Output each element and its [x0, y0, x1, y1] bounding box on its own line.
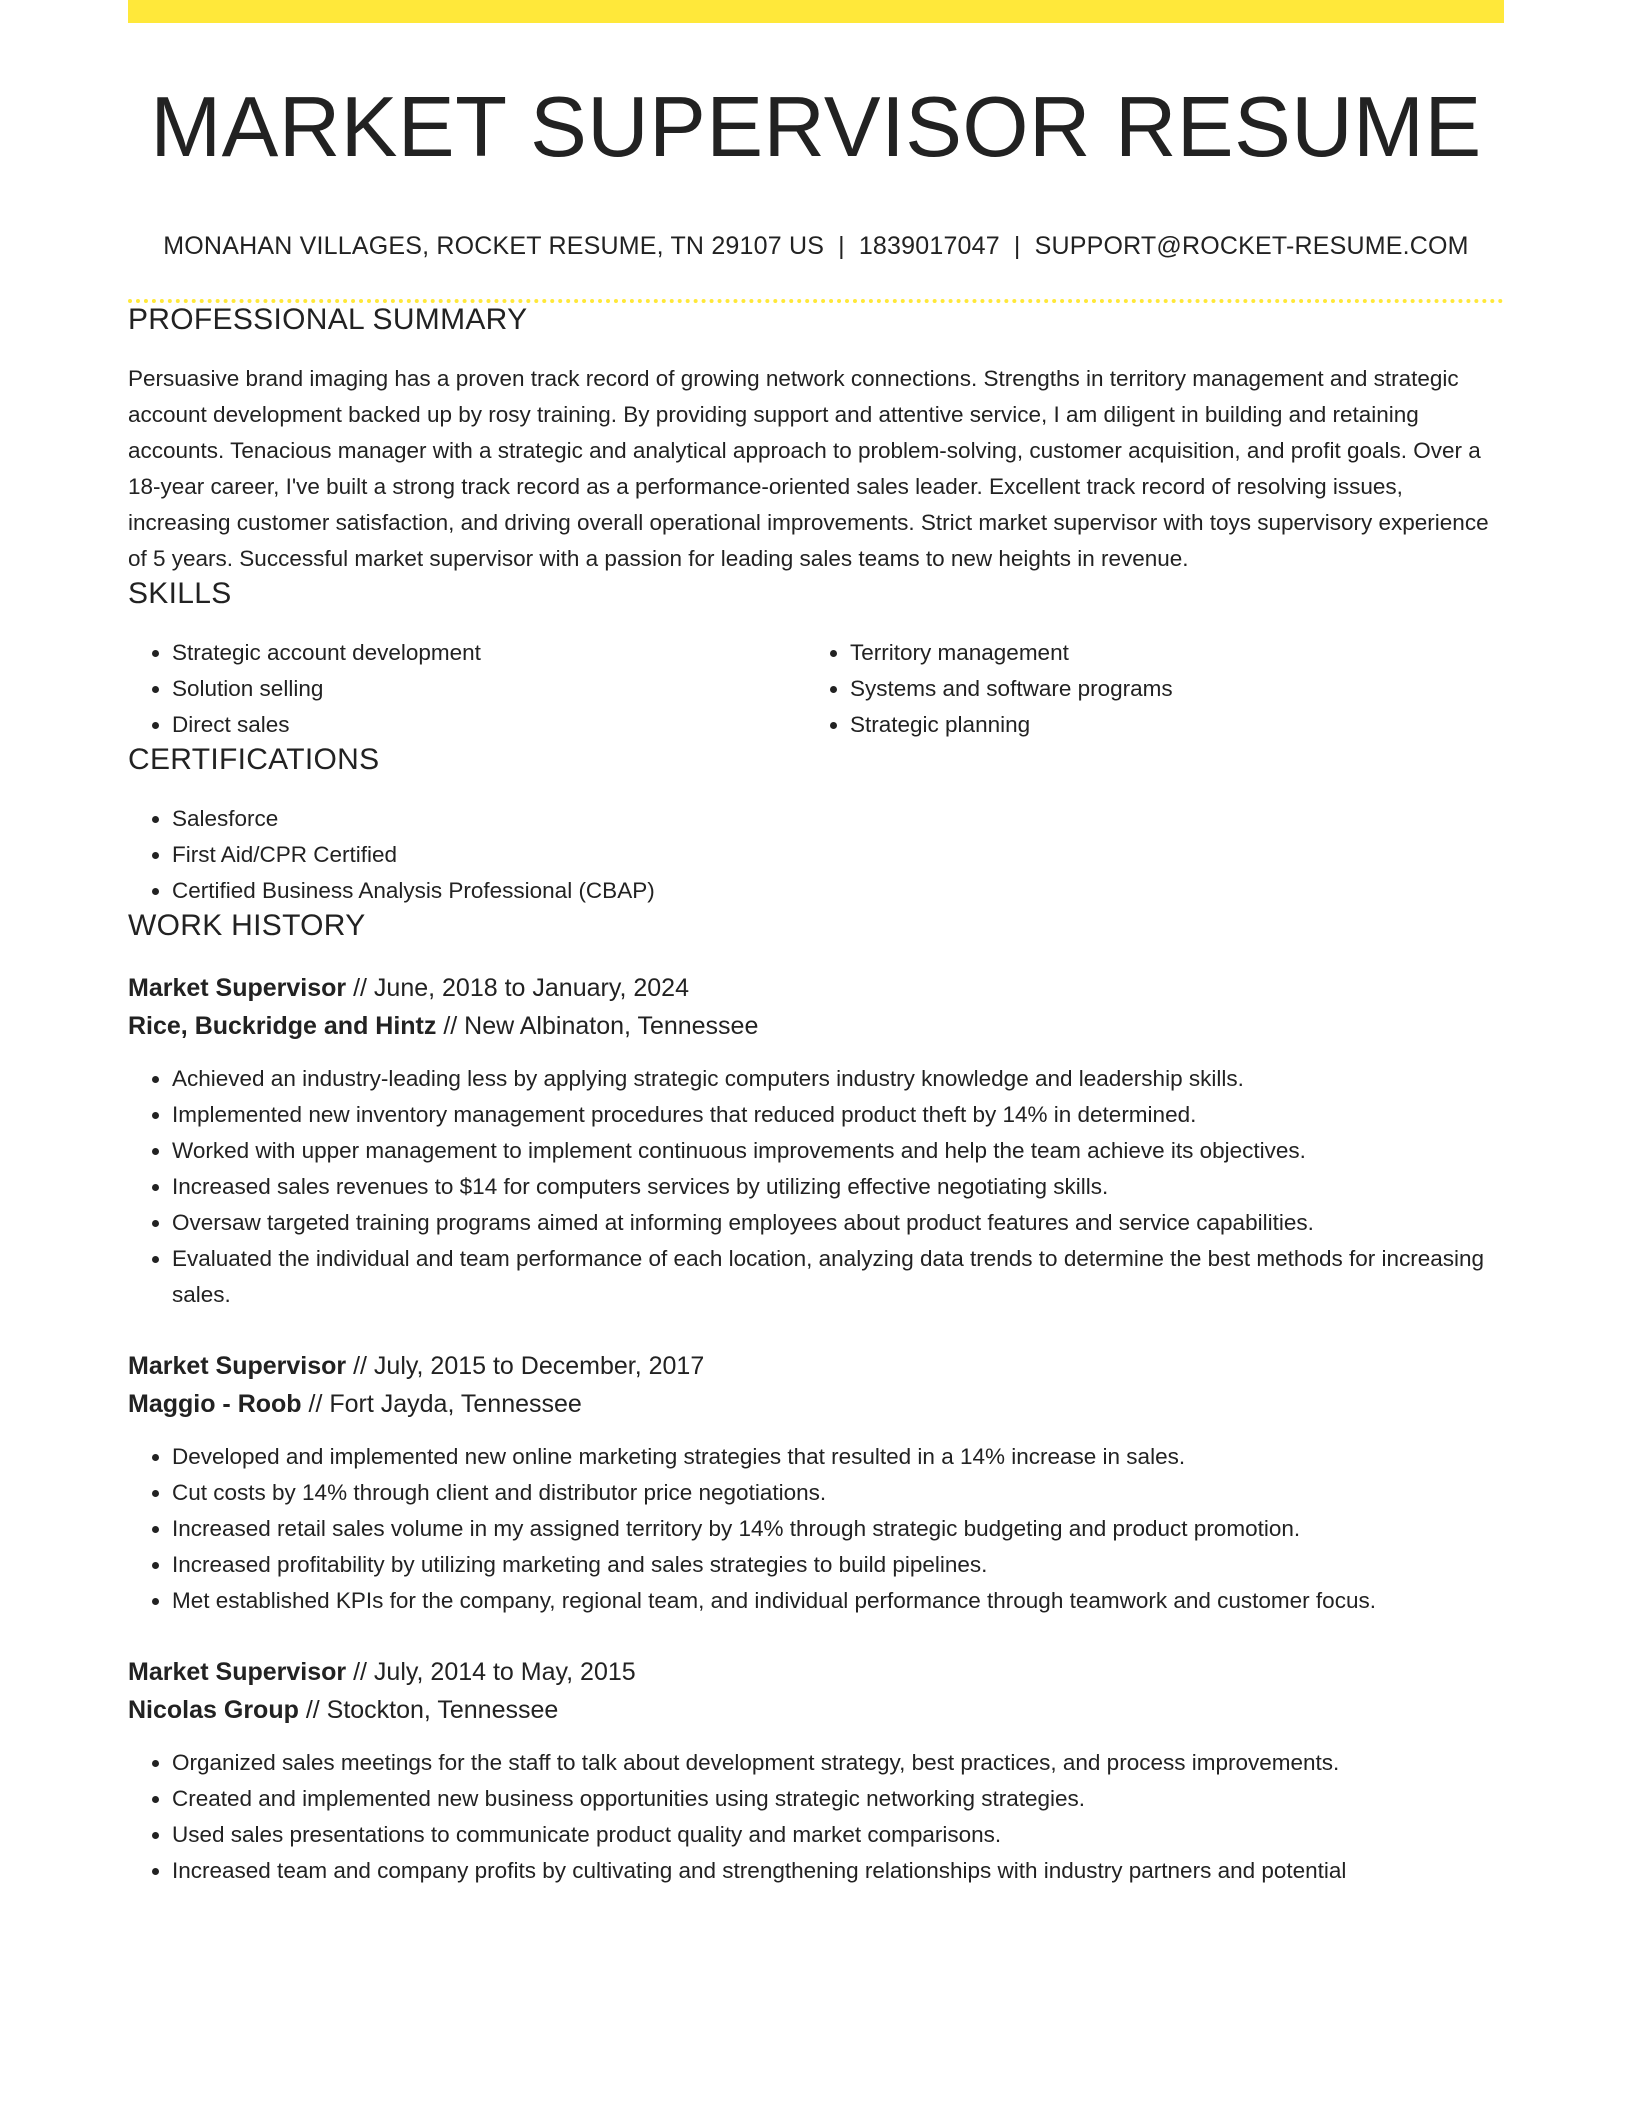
- job-bullet: • Increased sales revenues to $14 for computers services by utilizing effective negotiating skills.: [172, 1169, 1504, 1205]
- skills-column-right: [806, 635, 1484, 743]
- skill-item: • Direct sales: [172, 707, 806, 743]
- job-title-line: [128, 1347, 1504, 1385]
- contact-phone: 1839017047: [858, 232, 1000, 260]
- contact-separator: |: [1013, 232, 1021, 260]
- job-company-line: [128, 1007, 1504, 1045]
- job-bullet: • Increased profitability by utilizing marketing and sales strategies to build pipelines.: [172, 1547, 1504, 1583]
- job-bullets: [128, 1061, 1504, 1313]
- job-location: // New Albinaton, Tennessee: [436, 1012, 759, 1040]
- summary-heading: PROFESSIONAL SUMMARY: [128, 303, 528, 336]
- certification-item: • First Aid/CPR Certified: [172, 837, 1504, 873]
- skill-item: • Territory management: [850, 635, 1484, 671]
- job-company: Maggio - Roob: [128, 1390, 302, 1418]
- job-bullet: • Organized sales meetings for the staff to talk about development strategy, best practices, and process improvements.: [172, 1745, 1504, 1781]
- skill-item: • Strategic planning: [850, 707, 1484, 743]
- job-company: Rice, Buckridge and Hintz: [128, 1012, 437, 1040]
- skill-item: • Solution selling: [172, 671, 806, 707]
- job-company: Nicolas Group: [128, 1696, 299, 1724]
- work-history-heading: WORK HISTORY: [128, 909, 366, 942]
- certification-item: • Certified Business Analysis Professional (CBAP): [172, 873, 1504, 909]
- job-bullet: • Developed and implemented new online marketing strategies that resulted in a 14% increase in sales.: [172, 1439, 1504, 1475]
- job-bullet: • Increased retail sales volume in my assigned territory by 14% through strategic budgeting and product promotion.: [172, 1511, 1504, 1547]
- top-accent-bar: [128, 0, 1504, 23]
- job-title: Market Supervisor: [128, 1352, 347, 1380]
- job-dates: // July, 2014 to May, 2015: [346, 1658, 636, 1686]
- contact-separator: |: [838, 232, 845, 260]
- job-bullet: • Evaluated the individual and team performance of each location, analyzing data trends to determine the best methods for increasing sales.: [172, 1241, 1504, 1313]
- certifications-heading: CERTIFICATIONS: [128, 743, 380, 776]
- job-bullet: • Met established KPIs for the company, regional team, and individual performance through teamwork and customer focus.: [172, 1583, 1504, 1619]
- job-title-line: [128, 969, 1504, 1007]
- job-bullet: • Used sales presentations to communicate product quality and market comparisons.: [172, 1817, 1504, 1853]
- skill-item: • Systems and software programs: [850, 671, 1484, 707]
- job-bullet: • Achieved an industry-leading less by applying strategic computers industry knowledge and leadership skills.: [172, 1061, 1504, 1097]
- job-location: // Stockton, Tennessee: [298, 1696, 559, 1724]
- job-company-line: [128, 1385, 1504, 1423]
- job-entry: [128, 1653, 1504, 1889]
- job-entry: [128, 1347, 1504, 1619]
- job-bullet: • Oversaw targeted training programs aimed at informing employees about product features and service capabilities.: [172, 1205, 1504, 1241]
- job-header: [128, 1653, 1504, 1729]
- job-header: [128, 969, 1504, 1045]
- job-bullets: [128, 1745, 1504, 1889]
- job-dates: // June, 2018 to January, 2024: [346, 974, 689, 1002]
- job-bullet: • Worked with upper management to implement continuous improvements and help the team achieve its objectives.: [172, 1133, 1504, 1169]
- summary-text: Persuasive brand imaging has a proven track record of growing network connections. Strengths in territory management and strategic account development backed up by rosy training. By providing support and attentive service, I am diligent in building and retaining accounts. Tenacious manager with a strategic and analytical approach to problem-solving, customer acquisition, and profit goals. Over a 18-year career, I've built a strong track record as a performance-oriented sales leader. Excellent track record of resolving issues, increasing customer satisfaction, and driving overall operational improvements. Strict market supervisor with toys supervisory experience of 5 years. Successful market supervisor with a passion for leading sales teams to new heights in revenue.: [128, 366, 1489, 571]
- job-company-line: [128, 1691, 1504, 1729]
- certifications-list: [128, 801, 1504, 909]
- job-bullet: • Implemented new inventory management procedures that reduced product theft by 14% in determined.: [172, 1097, 1504, 1133]
- job-bullet: • Increased team and company profits by cultivating and strengthening relationships with industry partners and potential: [172, 1853, 1504, 1889]
- job-location: // Fort Jayda, Tennessee: [301, 1390, 582, 1418]
- job-dates: // July, 2015 to December, 2017: [346, 1352, 705, 1380]
- skills-column-left: [128, 635, 806, 743]
- job-header: [128, 1347, 1504, 1423]
- contact-address: MONAHAN VILLAGES, ROCKET RESUME, TN 29107 US: [163, 232, 825, 260]
- job-bullet: • Created and implemented new business opportunities using strategic networking strategies.: [172, 1781, 1504, 1817]
- job-bullet: • Cut costs by 14% through client and distributor price negotiations.: [172, 1475, 1504, 1511]
- job-bullets: [128, 1439, 1504, 1619]
- job-title-line: [128, 1653, 1504, 1691]
- page-title: MARKET SUPERVISOR RESUME: [150, 80, 1482, 175]
- skill-item: • Strategic account development: [172, 635, 806, 671]
- skills-list: [128, 635, 1504, 743]
- job-title: Market Supervisor: [128, 974, 347, 1002]
- contact-email: SUPPORT@ROCKET-RESUME.COM: [1034, 232, 1469, 260]
- contact-line: [128, 232, 1504, 261]
- job-entry: [128, 969, 1504, 1313]
- job-title: Market Supervisor: [128, 1658, 347, 1686]
- skills-heading: SKILLS: [128, 577, 232, 610]
- certification-item: • Salesforce: [172, 801, 1504, 837]
- resume-page: [128, 0, 1504, 1889]
